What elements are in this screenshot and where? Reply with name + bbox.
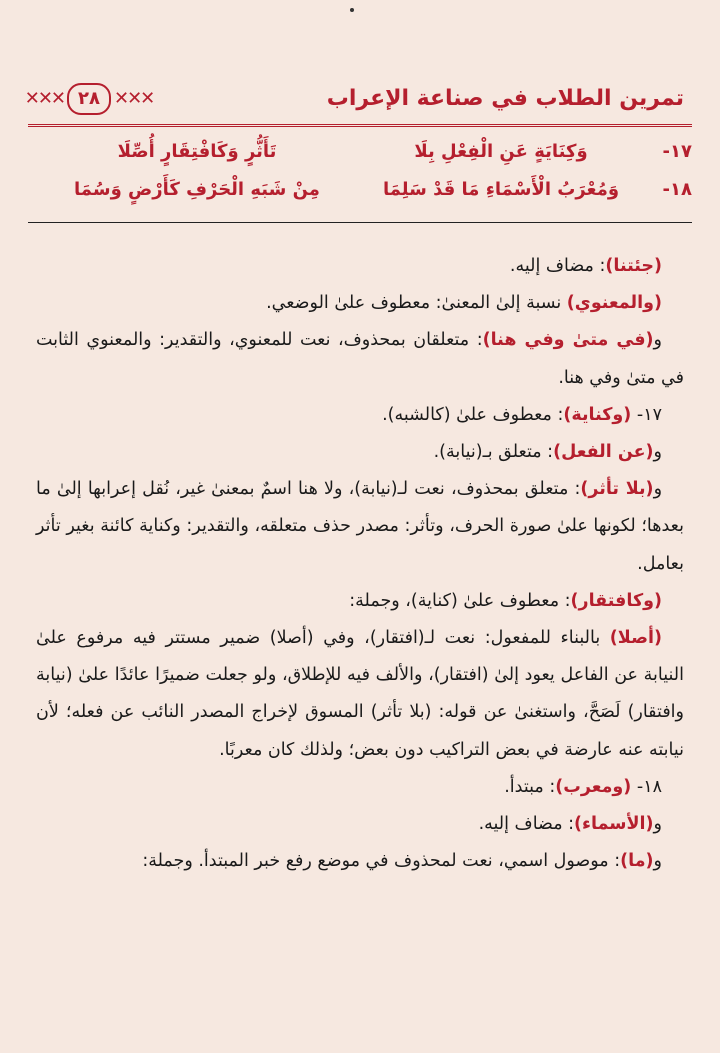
grammar-term: (الأسماء) [574,814,654,835]
paragraph-prefix: و [653,814,662,835]
commentary-paragraph [36,843,684,880]
verse-first-hemistich: وَكِنَايَةٍ عَنِ الْفِعْلِ بِلَا [414,140,588,162]
poem-verses [28,132,692,220]
commentary-paragraph [36,248,684,285]
commentary-paragraph [36,285,684,322]
commentary-paragraph [36,806,684,843]
paragraph-text: : متعلق بمحذوف، نعت لـ(نيابة)، ولا هنا اسمٌ بمعنىٰ غير، نُقل إعرابها إلىٰ ما بعدها؛ لكونها علىٰ صورة الحرف، وتأثر: مصدر حذف متعلقه، والتقدير: وكناية كائنة بغير تأثر بعامل. [36,479,684,574]
commentary-paragraph [36,434,684,471]
paragraph-text: : موصول اسمي، نعت لمحذوف في موضع رفع خبر المبتدأ. وجملة: [142,851,621,872]
grammar-term: (عن الفعل) [553,442,654,463]
verse-number: ١٧- [662,140,692,162]
arabesque-left-icon: ✕✕✕ [24,88,64,109]
paragraph-text: : معطوف علىٰ (كناية)، وجملة: [349,590,571,611]
grammar-term: (أصلا) [609,628,662,649]
book-title: تمرين الطلاب في صناعة الإعراب [326,86,684,111]
commentary-paragraph [36,620,684,769]
grammar-term: (ما) [620,851,654,872]
paragraph-text: : مبتدأ. [504,776,556,797]
commentary-body [36,248,684,880]
grammar-term: (في متىٰ وفي هنا) [482,330,654,351]
verse-second-hemistich: مِنْ شَبَهِ الْحَرْفِ كَأَرْضٍ وَسُمَا [74,178,320,200]
paragraph-text: : مضاف إليه. [478,814,575,835]
verse-number: ١٨- [662,178,692,200]
paragraph-text: نسبة إلىٰ المعنىٰ: معطوف علىٰ الوضعي. [266,293,567,314]
paragraph-prefix: و [653,479,663,500]
paragraph-text: : متعلق بـ(نيابة). [433,442,554,463]
verse-row [28,132,692,170]
paragraph-prefix: و [653,442,662,463]
paragraph-prefix: و [653,851,662,872]
commentary-paragraph [36,769,684,806]
paragraph-text: : متعلقان بمحذوف، نعت للمعنوي، والتقدير: والمعنوي الثابت في متىٰ وفي هنا. [36,330,684,388]
paragraph-text: بالبناء للمفعول: نعت لـ(افتقار)، وفي (أصلا) ضمير مستتر فيه مرفوع علىٰ النيابة عن الفاعل يعود إلىٰ (افتقار)، والألف فيه للإطلاق، ولو جعلت ضميرًا عائدًا علىٰ (نيابة وافتقار) لَصَحَّ، واستغنىٰ عن قوله: (بلا تأثر) المسوق لإخراج المصدر النائب عن فعله؛ لأن نيابته عنه عارضة في بعض التراكيب دون بعض؛ ولذلك كان معربًا. [36,628,684,760]
commentary-paragraph [36,471,684,583]
verse-second-hemistich: تَأَثُّرٍ وَكَافْتِقَارٍ أُصِّلَا [117,140,277,162]
arabesque-right-icon: ✕✕✕ [114,88,154,109]
commentary-paragraph [36,397,684,434]
verses-divider [28,222,692,223]
page-header [24,76,692,127]
paragraph-prefix: ١٨- [631,776,662,797]
grammar-term: (بلا تأثر) [580,479,654,500]
commentary-paragraph [36,322,684,396]
paragraph-text: : معطوف علىٰ (كالشبه). [382,404,564,425]
verse-row [28,170,692,208]
grammar-term: (جئتنا) [605,256,662,276]
paragraph-prefix: ١٧- [631,404,662,425]
grammar-term: (والمعنوي) [566,293,662,314]
grammar-term: (ومعرب) [555,776,632,797]
page-dot [350,8,354,12]
verse-first-hemistich: وَمُعْرَبُ الْأَسْمَاءِ مَا قَدْ سَلِمَا [382,178,620,200]
grammar-term: (وكناية) [563,404,632,425]
page-number: ٢٨ [67,83,111,115]
commentary-paragraph [36,583,684,620]
paragraph-prefix: و [653,330,662,351]
page-number-ornament [24,82,154,116]
grammar-term: (وكافتقار) [570,590,662,611]
paragraph-text: : مضاف إليه. [509,256,606,276]
